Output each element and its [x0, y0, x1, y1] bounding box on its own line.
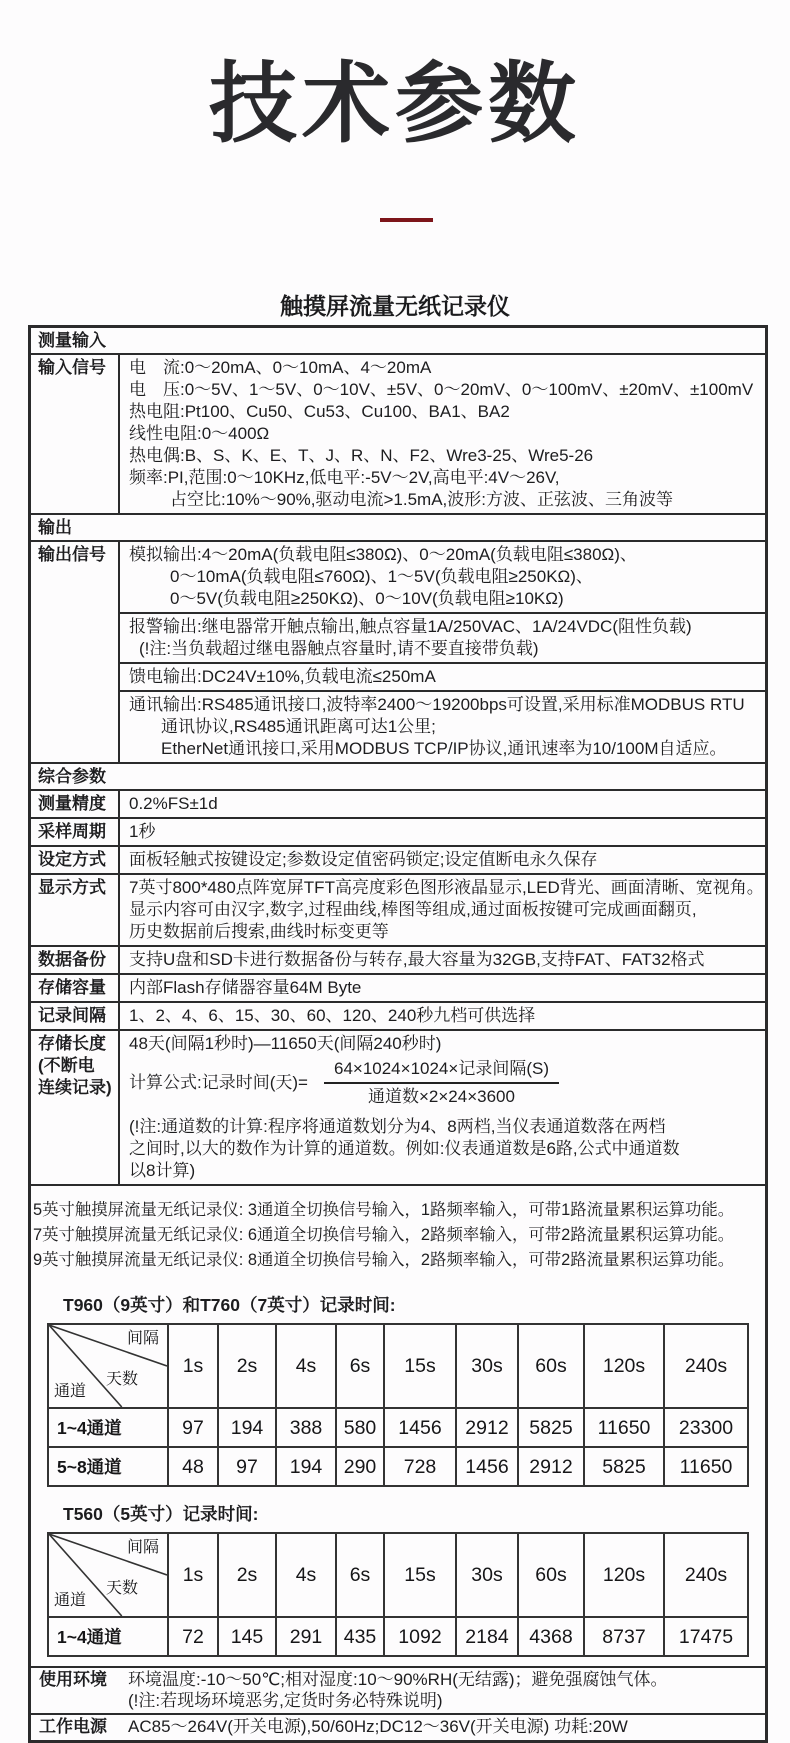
storage-formula: [129, 1058, 765, 1108]
days-value: 23300: [664, 1408, 748, 1447]
model-notes-section: [31, 1186, 765, 1668]
subrow-comm-output: [120, 690, 765, 762]
interval-header: 30s: [456, 1324, 518, 1408]
interval-header: 4s: [276, 1533, 336, 1617]
days-value: 728: [384, 1447, 456, 1486]
interval-header: 240s: [664, 1324, 748, 1408]
interval-header: 30s: [456, 1533, 518, 1617]
interval-header: 2s: [218, 1324, 276, 1408]
days-value: 145: [218, 1617, 276, 1656]
interval-header: 60s: [518, 1533, 584, 1617]
spec-line: 7英寸800*480点阵宽屏TFT高亮度彩色图形液晶显示,LED背光、画面清晰、宽视角。: [129, 878, 764, 897]
row-label: 数据备份: [31, 947, 120, 973]
storage-note-line: 之间时,以大的数作为计算的通道数。例如:仪表通道数是6路,公式中通道数: [129, 1139, 680, 1158]
spec-line: 显示内容可由汉字,数字,过程曲线,棒图等组成,通过面板按键可完成画面翻页,: [129, 900, 697, 919]
days-value: 291: [276, 1617, 336, 1656]
row-accuracy: [31, 791, 765, 819]
row-display-method: [31, 875, 765, 947]
model-note-9inch: 9英寸触摸屏流量无纸记录仪: 8通道全切换信号输入，2路频率输入，可带2路流量累积运算功能。: [33, 1251, 735, 1269]
diagonal-header-cell: [48, 1324, 168, 1408]
corner-label-interval: 间隔: [126, 1539, 159, 1556]
row-value: [120, 1003, 765, 1029]
interval-header: 120s: [584, 1533, 664, 1617]
row-sampling-period: [31, 819, 765, 847]
record-table-t960-t760: [47, 1323, 749, 1487]
days-value: 580: [336, 1408, 384, 1447]
days-value: 2184: [456, 1617, 518, 1656]
row-setting-method: [31, 847, 765, 875]
storage-note-line: 以8计算): [129, 1161, 196, 1180]
label-line: 连续记录): [38, 1078, 112, 1097]
formula-numerator: 64×1024×1024×记录间隔(S): [324, 1058, 559, 1084]
section-header-measure-input: 测量输入: [31, 328, 765, 355]
interval-header: 1s: [168, 1533, 218, 1617]
days-value: 1092: [384, 1617, 456, 1656]
page-title: 技术参数: [208, 54, 581, 153]
days-value: 72: [168, 1617, 218, 1656]
days-value: 1456: [456, 1447, 518, 1486]
days-value: 4368: [518, 1617, 584, 1656]
spec-line: 支持U盘和SD卡进行数据备份与转存,最大容量为32GB,支持FAT、FAT32格式: [129, 950, 705, 969]
spec-table: [28, 325, 768, 1743]
days-value: 5825: [584, 1447, 664, 1486]
interval-header: 15s: [384, 1324, 456, 1408]
spec-line: 内部Flash存储器容量64M Byte: [129, 978, 362, 997]
subrow-analog-output: [120, 542, 765, 612]
table-row: [48, 1408, 748, 1447]
row-storage-length: [31, 1031, 765, 1186]
channel-row-label: 1~4通道: [48, 1617, 168, 1656]
days-value: 8737: [584, 1617, 664, 1656]
spec-line: 面板轻触式按键设定;参数设定值密码锁定;设定值断电永久保存: [129, 850, 598, 869]
spec-line: (!注:当负载超过继电器触点容量时,请不要直接带负载): [139, 639, 539, 658]
row-value: [120, 975, 765, 1001]
label-line: (不断电: [38, 1056, 95, 1075]
row-label: 记录间隔: [31, 1003, 120, 1029]
days-value: 97: [168, 1408, 218, 1447]
row-value: [120, 791, 765, 817]
channel-row-label: 1~4通道: [48, 1408, 168, 1447]
spec-line: 占空比:10%～90%,驱动电流>1.5mA,波形:方波、正弦波、三角波等: [170, 490, 674, 509]
formula-prefix: 计算公式:记录时间(天)=: [129, 1073, 308, 1092]
spec-line: AC85～264V(开关电源),50/60Hz;DC12～36V(开关电源) 功耗:20W: [128, 1717, 628, 1736]
interval-header: 240s: [664, 1533, 748, 1617]
corner-label-channel: 通道: [54, 1592, 87, 1609]
diagonal-header-cell: [48, 1533, 168, 1617]
spec-line: 0.2%FS±1d: [129, 794, 218, 813]
row-value: [120, 355, 765, 513]
row-label: 显示方式: [31, 875, 120, 945]
days-value: 1456: [384, 1408, 456, 1447]
interval-header: 15s: [384, 1533, 456, 1617]
formula-fraction: [324, 1058, 559, 1108]
spec-line: 通讯协议,RS485通讯距离可达1公里;: [161, 717, 436, 736]
spec-line: 模拟输出:4～20mA(负载电阻≤380Ω)、0～20mA(负载电阻≤380Ω)、: [129, 545, 637, 564]
record-table-t560: [47, 1532, 749, 1657]
row-label: 采样周期: [31, 819, 120, 845]
days-value: 48: [168, 1447, 218, 1486]
interval-header: 120s: [584, 1324, 664, 1408]
row-data-backup: [31, 947, 765, 975]
days-value: 2912: [456, 1408, 518, 1447]
days-value: 5825: [518, 1408, 584, 1447]
row-power: [31, 1715, 765, 1740]
row-value: [120, 947, 765, 973]
corner-label-days: 天数: [106, 1371, 139, 1388]
row-environment: [31, 1668, 765, 1715]
corner-label-channel: 通道: [54, 1383, 87, 1400]
table-row: [48, 1447, 748, 1486]
spec-line: 报警输出:继电器常开触点输出,触点容量1A/250VAC、1A/24VDC(阻性负载): [129, 617, 692, 636]
days-value: 97: [218, 1447, 276, 1486]
record-table-caption-t560: T560（5英寸）记录时间:: [63, 1504, 259, 1524]
row-value: [120, 1031, 765, 1184]
spec-line: 线性电阻:0～400Ω: [129, 424, 270, 443]
row-label: 输出信号: [31, 542, 120, 762]
interval-header: 2s: [218, 1533, 276, 1617]
spec-line: 1秒: [129, 822, 156, 841]
interval-header: 6s: [336, 1324, 384, 1408]
model-note-5inch: 5英寸触摸屏流量无纸记录仪: 3通道全切换信号输入，1路频率输入，可带1路流量累积运算功能。: [33, 1201, 735, 1219]
spec-line: 馈电输出:DC24V±10%,负载电流≤250mA: [129, 667, 436, 686]
row-label: 输入信号: [31, 355, 120, 513]
row-label: 工作电源: [39, 1717, 107, 1736]
corner-label-days: 天数: [106, 1580, 139, 1597]
spec-line: (!注:若现场环境恶劣,定货时务必特殊说明): [128, 1690, 443, 1710]
days-value: 194: [276, 1447, 336, 1486]
section-header-general: 综合参数: [31, 764, 765, 791]
interval-header: 60s: [518, 1324, 584, 1408]
record-table-caption-t960-t760: T960（9英寸）和T760（7英寸）记录时间:: [63, 1295, 396, 1315]
row-label: [31, 1031, 120, 1184]
corner-label-interval: 间隔: [126, 1330, 159, 1347]
spec-line: 频率:PI,范围:0～10KHz,低电平:-5V～2V,高电平:4V～26V,: [129, 468, 560, 487]
row-label: 测量精度: [31, 791, 120, 817]
model-note-7inch: 7英寸触摸屏流量无纸记录仪: 6通道全切换信号输入，2路频率输入，可带2路流量累积运算功能。: [33, 1226, 735, 1244]
row-label: 存储容量: [31, 975, 120, 1001]
spec-line: 电 流:0～20mA、0～10mA、4～20mA: [129, 358, 432, 377]
channel-row-label: 5~8通道: [48, 1447, 168, 1486]
row-value: [120, 847, 765, 873]
subrow-alarm-output: [120, 612, 765, 662]
row-value: [120, 819, 765, 845]
row-value: [128, 1715, 765, 1740]
days-value: 11650: [664, 1447, 748, 1486]
spec-line: 历史数据前后搜索,曲线时标变更等: [129, 922, 389, 941]
spec-line: 环境温度:-10～50℃;相对湿度:10～90%RH(无结露)；避免强腐蚀气体。: [128, 1670, 668, 1689]
days-value: 388: [276, 1408, 336, 1447]
row-value: [120, 542, 765, 762]
interval-header: 4s: [276, 1324, 336, 1408]
label-line: 存储长度: [38, 1034, 106, 1053]
days-value: 2912: [518, 1447, 584, 1486]
days-value: 435: [336, 1617, 384, 1656]
table-row: [48, 1617, 748, 1656]
product-subtitle: 触摸屏流量无纸记录仪: [280, 293, 510, 319]
interval-header: 6s: [336, 1533, 384, 1617]
spec-line: 通讯输出:RS485通讯接口,波特率2400～19200bps可设置,采用标准MODBUS RTU: [129, 695, 745, 714]
spec-line: EtherNet通讯接口,采用MODBUS TCP/IP协议,通讯速率为10/100M自适应。: [161, 739, 727, 758]
subrow-feed-output: [120, 662, 765, 690]
row-output-signal: [31, 542, 765, 764]
days-value: 194: [218, 1408, 276, 1447]
section-header-output: 输出: [31, 515, 765, 542]
spec-line: 电 压:0～5V、1～5V、0～10V、±5V、0～20mV、0～100mV、±20mV、±100mV: [129, 380, 754, 399]
storage-range: 48天(间隔1秒时)—11650天(间隔240秒时): [129, 1034, 442, 1053]
row-value: [128, 1668, 765, 1713]
spec-line: 0～10mA(负载电阻≤760Ω)、1～5V(负载电阻≥250KΩ)、: [170, 567, 593, 586]
days-value: 11650: [584, 1408, 664, 1447]
days-value: 17475: [664, 1617, 748, 1656]
row-label: 使用环境: [39, 1670, 107, 1689]
row-input-signal: [31, 355, 765, 515]
spec-line: 热电偶:B、S、K、E、T、J、R、N、F2、Wre3-25、Wre5-26: [129, 446, 594, 465]
row-label: 设定方式: [31, 847, 120, 873]
formula-denominator: 通道数×2×24×3600: [368, 1087, 515, 1106]
storage-note-line: (!注:通道数的计算:程序将通道数划分为4、8两档,当仪表通道数落在两档: [129, 1117, 666, 1136]
interval-header: 1s: [168, 1324, 218, 1408]
spec-line: 0～5V(负载电阻≥250KΩ)、0～10V(负载电阻≥10KΩ): [170, 589, 564, 608]
accent-dash: [380, 218, 433, 222]
days-value: 290: [336, 1447, 384, 1486]
row-value: [120, 875, 765, 945]
row-storage-capacity: [31, 975, 765, 1003]
spec-line: 1、2、4、6、15、30、60、120、240秒九档可供选择: [129, 1006, 536, 1025]
spec-line: 热电阻:Pt100、Cu50、Cu53、Cu100、BA1、BA2: [129, 402, 510, 421]
row-record-interval: [31, 1003, 765, 1031]
